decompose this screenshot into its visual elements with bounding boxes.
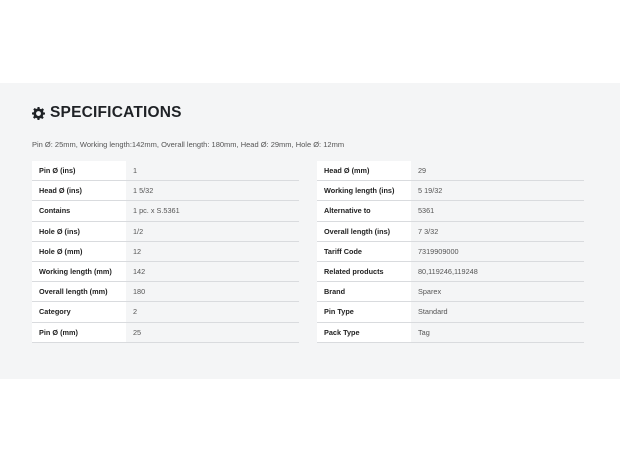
- spec-value: 142: [133, 267, 146, 277]
- spec-row: [317, 323, 584, 343]
- spec-value: 1: [133, 166, 138, 176]
- spec-label: Related products: [317, 262, 411, 281]
- spec-label: Working length (ins): [317, 181, 411, 200]
- spec-value: Standard: [418, 307, 448, 317]
- spec-row: [317, 302, 584, 322]
- spec-label: Overall length (mm): [32, 282, 126, 301]
- spec-row: [32, 262, 299, 282]
- spec-label: Pin Type: [317, 302, 411, 321]
- spec-row: [317, 282, 584, 302]
- spec-value: 80,119246,119248: [418, 267, 478, 277]
- spec-label: Overall length (ins): [317, 222, 411, 241]
- spec-row: [317, 222, 584, 242]
- spec-row: [317, 201, 584, 221]
- spec-label: Category: [32, 302, 126, 321]
- spec-row: [32, 323, 299, 343]
- spec-row: [32, 181, 299, 201]
- spec-label: Working length (mm): [32, 262, 126, 281]
- spec-label: Tariff Code: [317, 242, 411, 261]
- spec-value: 2: [133, 307, 138, 317]
- spec-row: [32, 222, 299, 242]
- spec-label: Alternative to: [317, 201, 411, 220]
- spec-row: [32, 242, 299, 262]
- spec-value: 1/2: [133, 226, 144, 236]
- spec-row: [32, 161, 299, 181]
- section-title: SPECIFICATIONS: [50, 104, 182, 121]
- spec-row: [317, 262, 584, 282]
- specs-table-left: [32, 161, 299, 343]
- spec-row: [317, 242, 584, 262]
- spec-label: Hole Ø (ins): [32, 222, 126, 241]
- spec-value: 1 pc. x S.5361: [133, 206, 180, 216]
- spec-label: Head Ø (mm): [317, 161, 411, 180]
- spec-label: Pin Ø (ins): [32, 161, 126, 180]
- spec-value: 12: [133, 246, 142, 256]
- spec-label: Pack Type: [317, 323, 411, 342]
- spec-row: [32, 201, 299, 221]
- spec-value: Sparex: [418, 287, 442, 297]
- spec-label: Contains: [32, 201, 126, 220]
- spec-value: Tag: [418, 327, 430, 337]
- spec-value: 5361: [418, 206, 435, 216]
- spec-value: 29: [418, 166, 427, 176]
- spec-row: [32, 282, 299, 302]
- spec-row: [32, 302, 299, 322]
- spec-label: Brand: [317, 282, 411, 301]
- gear-icon: [32, 107, 45, 120]
- spec-value: 7 3/32: [418, 226, 439, 236]
- spec-row: [317, 181, 584, 201]
- specifications-summary: Pin Ø: 25mm, Working length:142mm, Overall length: 180mm, Head Ø: 29mm, Hole Ø: 12mm: [32, 140, 345, 149]
- spec-label: Hole Ø (mm): [32, 242, 126, 261]
- spec-value: 25: [133, 327, 142, 337]
- spec-value: 180: [133, 287, 146, 297]
- specs-table-right: [317, 161, 584, 343]
- spec-label: Head Ø (ins): [32, 181, 126, 200]
- spec-value: 7319909000: [418, 246, 459, 256]
- spec-row: [317, 161, 584, 181]
- spec-label: Pin Ø (mm): [32, 323, 126, 342]
- spec-value: 1 5/32: [133, 186, 154, 196]
- spec-value: 5 19/32: [418, 186, 443, 196]
- specifications-heading: [32, 104, 182, 122]
